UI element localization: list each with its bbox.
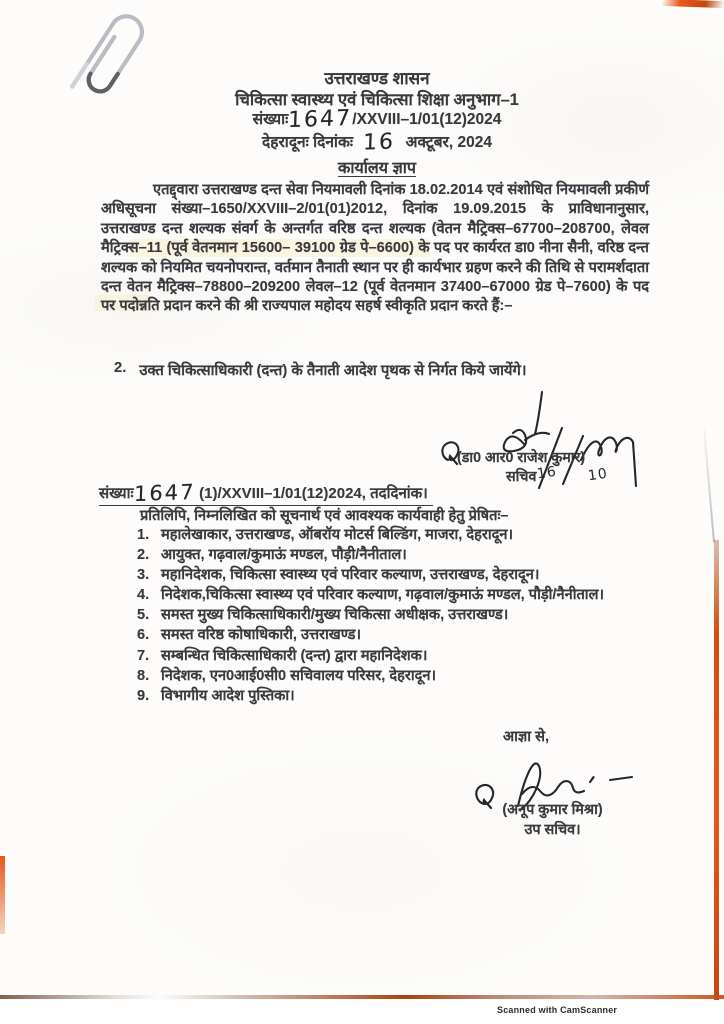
copy-item-number: 9. <box>137 687 150 704</box>
copy-list <box>137 526 659 707</box>
dept-line: चिकित्सा स्वास्थ्य एवं चिकित्सा शिक्षा अनुभाग–1 <box>235 91 519 109</box>
copy-item-text: समस्त वरिष्ठ कोषाधिकारी, उत्तराखण्ड। <box>161 627 361 644</box>
by-order-text: आज्ञा से, <box>503 729 550 745</box>
copy-list-item <box>137 626 659 646</box>
order-item-2 <box>114 360 526 380</box>
ref-number-rest: /XXVIII–1/01(12)2024 <box>352 111 502 128</box>
deputy-secretary-title: उप सचिव। <box>524 822 581 838</box>
handwritten-sign-date-month: 10 <box>587 465 610 485</box>
copy-list-item <box>137 647 659 667</box>
copy-item-text: समस्त मुख्य चिकित्साधिकारी/मुख्य चिकित्सा अधीक्षक, उत्तराखण्ड। <box>161 607 509 624</box>
ref2-label: संख्याः <box>99 485 134 502</box>
order-item-2-number: 2. <box>114 360 127 376</box>
copy-item-number: 7. <box>137 647 150 664</box>
copy-item-text: आयुक्त, गढ़वाल/कुमाऊं मण्डल, पौड़ी/नैनीताल। <box>161 547 407 564</box>
copy-list-item <box>137 687 659 707</box>
copy-item-text: सम्बन्धित चिकित्साधिकारी (दन्त) द्वारा महानिदेशक। <box>161 647 428 664</box>
copy-list-item <box>137 546 659 566</box>
copy-item-number: 1. <box>137 527 150 543</box>
handwritten-ref-number: 1647 <box>287 105 353 134</box>
ref-number-line-2 <box>99 481 433 506</box>
org-name: उत्तराखण्ड शासन <box>324 69 430 88</box>
copy-intro: प्रतिलिपि, निम्नलिखित को सूचनार्थ एवं आवश्यक कार्यवाही हेतु प्रेषितः– <box>140 508 509 524</box>
copy-list-item <box>137 586 659 606</box>
secretary-signature-icon <box>438 388 668 500</box>
handwritten-date-day: 16 <box>362 129 396 156</box>
copy-item-number: 5. <box>137 607 150 624</box>
copy-item-number: 6. <box>137 627 150 644</box>
copy-item-text: महानिदेशक, चिकित्सा स्वास्थ्य एवं परिवार कल्याण, उत्तराखण्ड, देहरादून। <box>161 567 540 584</box>
scan-border-left-fragment <box>0 856 5 934</box>
copy-item-text: महालेखाकार, उत्तराखण्ड, ऑबरॉय मोटर्स बिल्डिंग, माजरा, देहरादून। <box>161 527 514 543</box>
copy-item-number: 4. <box>137 587 150 604</box>
copy-list-item <box>137 566 659 586</box>
copy-item-text: विभागीय आदेश पुस्तिका। <box>161 687 295 704</box>
camscanner-credit: Scanned with CamScanner <box>497 1005 618 1015</box>
secretary-name: (डा0 आर0 राजेश कुमार) <box>457 450 586 466</box>
handwritten-ref-number-2: 1647 <box>133 479 196 507</box>
date-label: देहरादूनः दिनांकः <box>262 134 353 151</box>
copy-item-number: 8. <box>137 667 150 684</box>
ref2-rest: (1)/XXVIII–1/01(12)2024, तददिनांक। <box>194 485 428 502</box>
scan-border-right-faint <box>703 428 715 543</box>
deputy-secretary-name: (अनूप कुमार मिश्रा) <box>502 802 603 818</box>
copy-list-item <box>137 526 659 546</box>
ref-number-label: संख्याः <box>252 111 289 128</box>
handwritten-sign-date-day: 16 <box>535 463 558 483</box>
order-paragraph: एतद्द्वारा उत्तराखण्ड दन्त सेवा नियमावली दिनांक 18.02.2014 एवं संशोधित नियमावली प्रकीर्ण अधिसूचना संख्या–1650/XXVIII–2/01(01)2012, दिनांक 19.09.2015 के प्राविधानानुसार, उत्तराखण्ड दन्त शल्यक संवर्ग के अन्तर्गत वरिष्ठ दन्त शल्यक (वेतन मैट्रिक्स–67700–208700, लेवल मैट्रिक्स–11 (पूर्व वेतनमान 15600– 39100 ग्रेड पे–6600) के पद पर कार्यरत डा0 नीना सैनी, वरिष्ठ दन्त शल्यक को नियमित चयनोपरान्त, वर्तमान तैनाती स्थान पर ही कार्यभार ग्रहण करने की तिथि से परामर्शदाता दन्त वेतन मैट्रिक्स–78800–209200 लेवल–12 (पूर्व वेतनमान 37400–67000 ग्रेड पे–7600) के पद पर पदोन्नति प्रदान करने की श्री राज्यपाल महोदय सहर्ष स्वीकृति प्रदान करते हैं:– <box>101 182 649 315</box>
ref-number-line <box>77 105 677 134</box>
scan-border-top-right <box>662 0 724 8</box>
scan-border-bottom <box>0 995 724 999</box>
scan-border-right <box>714 540 719 1000</box>
date-rest: अक्टूबर, 2024 <box>405 134 492 151</box>
subject-title: कार्यालय ज्ञाप <box>338 160 416 177</box>
copy-item-number: 3. <box>137 567 150 584</box>
copy-item-number: 2. <box>137 547 150 564</box>
copy-item-text: निदेशक,चिकित्सा स्वास्थ्य एवं परिवार कल्याण, गढ़वाल/कुमाऊं मण्डल, पौड़ी/नैनीताल। <box>161 587 604 604</box>
copy-list-item <box>137 667 659 687</box>
order-item-2-text: उक्त चिकित्साधिकारी (दन्त) के तैनाती आदेश पृथक से निर्गत किये जायेंगे। <box>139 363 527 379</box>
copy-item-text: निदेशक, एन0आई0सी0 सचिवालय परिसर, देहरादून। <box>161 667 436 684</box>
date-line <box>77 129 677 156</box>
copy-list-item <box>137 606 659 626</box>
signature-block-secretary <box>438 388 668 500</box>
secretary-title: सचिव <box>506 469 537 485</box>
